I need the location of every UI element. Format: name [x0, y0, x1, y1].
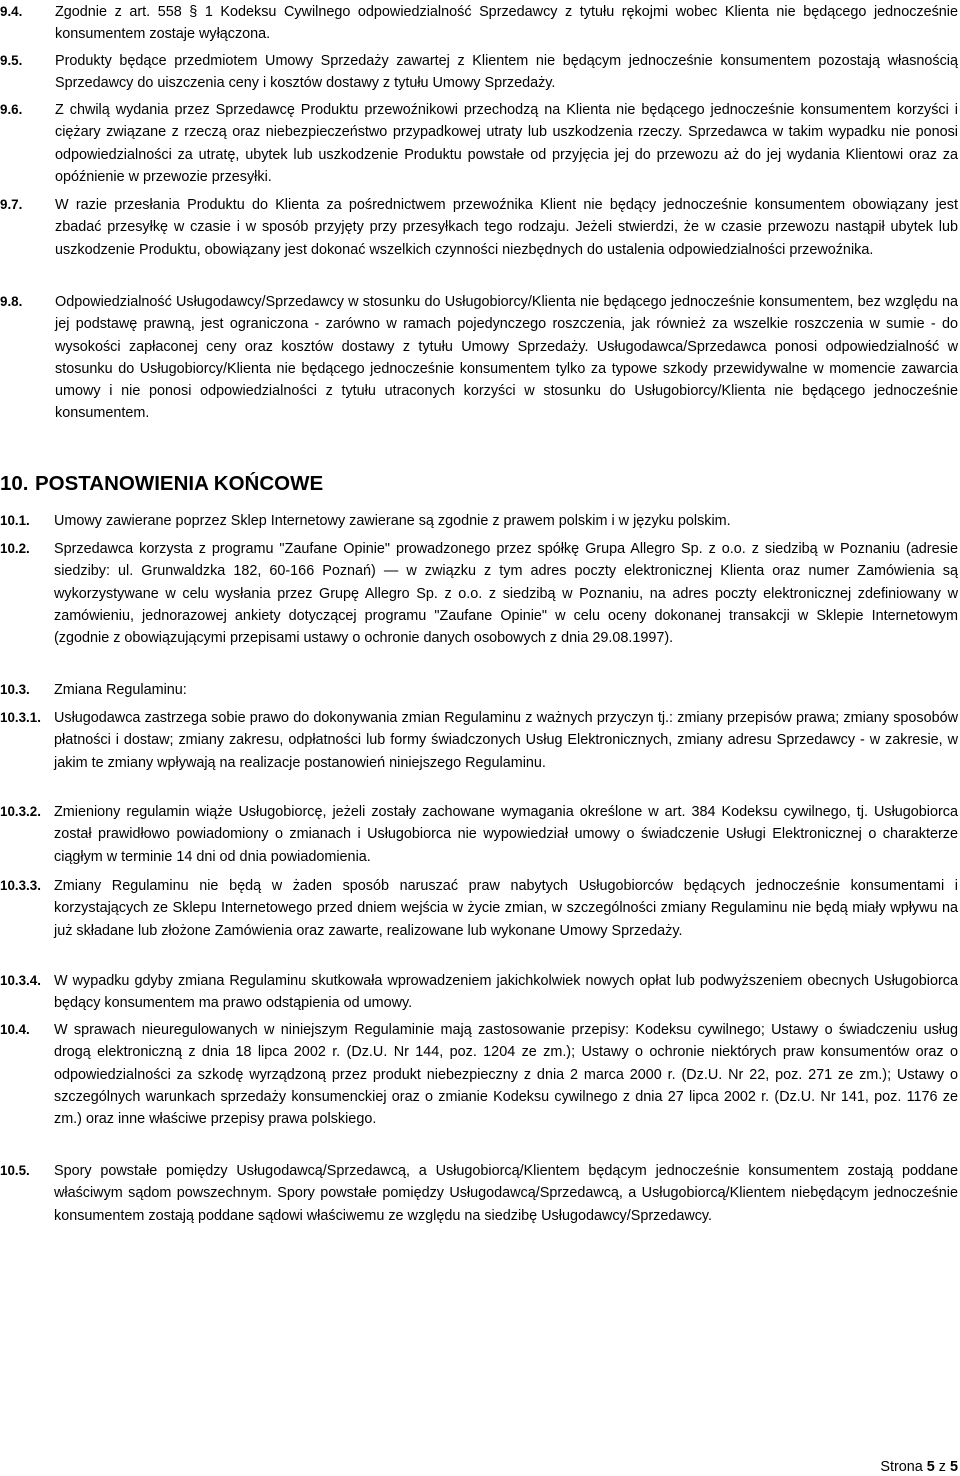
clause-number: 10.3. [0, 682, 30, 697]
clause-number: 9.4. [0, 4, 23, 19]
clause-text: Umowy zawierane poprzez Sklep Internetowy zawierane są zgodnie z prawem polskim i w języku polskim. [54, 513, 731, 529]
clause-text: Zmiany Regulaminu nie będą w żaden sposób naruszać praw nabytych Usługobiorców będących jednocześnie konsumentami i korzystających ze Sklepu Internetowego przed dniem wejścia w życie zmian, w szczególności zmiany Regulaminu nie będą miały wpływu na już składane lub złożone Zamówienia oraz zawarte, realizowane lub wykonane Umowy Sprzedaży. [54, 878, 958, 939]
section-heading [0, 471, 323, 497]
section-title: POSTANOWIENIA KOŃCOWE [35, 472, 324, 495]
footer-of: z [938, 1459, 946, 1475]
clause-number: 9.6. [0, 102, 23, 117]
section-number: 10. [0, 472, 29, 495]
clause-text: Spory powstałe pomiędzy Usługodawcą/Sprzedawcą, a Usługobiorcą/Klientem będącym jednocześnie konsumentem zostają poddane właściwym sądom powszechnym. Spory powstałe pomiędzy Usługodawcą/Sprzedawcą, a Usługobiorcą/Klientem niebędącym jednocześnie konsumentem zostają poddane sądowi właściwemu ze względu na siedzibę Usługodawcy/Sprzedawcy. [54, 1163, 958, 1224]
page-footer [880, 1458, 958, 1476]
clause-text: Produkty będące przedmiotem Umowy Sprzedaży zawartej z Klientem nie będącym jednocześnie konsumentem pozostają własnością Sprzedawcy do uiszczenia ceny i kosztów dostawy z tytułu Umowy Sprzedaży. [55, 53, 958, 92]
clause-text: Zmieniony regulamin wiąże Usługobiorcę, jeżeli zostały zachowane wymagania określone w art. 384 Kodeksu cywilnego, tj. Usługobiorca został prawidłowo powiadomiony o zmianach i Usługobiorca nie wypowiedział umowy o świadczenie Usługi Elektronicznej o charakterze ciągłym w terminie 14 dni od dnia powiadomienia. [54, 804, 958, 865]
clause-number: 9.5. [0, 53, 23, 68]
clause-number: 10.2. [0, 541, 30, 556]
clause-text: Zgodnie z art. 558 § 1 Kodeksu Cywilnego odpowiedzialność Sprzedawcy z tytułu rękojmi wobec Klienta nie będącego jednocześnie konsumentem zostaje wyłączona. [55, 4, 958, 43]
footer-label: Strona [880, 1459, 923, 1475]
clause-text: W sprawach nieuregulowanych w niniejszym Regulaminie mają zastosowanie przepisy: Kodeksu cywilnego; Ustawy o świadczeniu usług drogą elektroniczną z dnia 18 lipca 2002 r. (Dz.U. Nr 144, poz. 1204 ze zm.); Ustawy o ochronie niektórych praw konsumentów oraz o odpowiedzialności za szkodę wyrządzoną przez produkt niebezpieczny z dnia 2 marca 2000 r. (Dz.U. Nr 22, poz. 271 ze zm.); Ustawy o szczególnych warunkach sprzedaży konsumenckiej oraz o zmianie Kodeksu cywilnego z dnia 27 lipca 2002 r. (Dz.U. Nr 141, poz. 1176 ze zm.) oraz inne właściwe przepisy prawa polskiego. [54, 1022, 958, 1128]
clause-number: 10.4. [0, 1022, 30, 1037]
clause-number: 10.1. [0, 513, 30, 528]
clause-text: Sprzedawca korzysta z programu "Zaufane Opinie" prowadzonego przez spółkę Grupa Allegro Sp. z o.o. z siedzibą w Poznaniu (adresie siedziby: ul. Grunwaldzka 182, 60-166 Poznań) — w związku z tym adres poczty elektronicznej Klienta oraz numer Zamówienia są wykorzystywane w celu wysłania przez Grupę Allegro Sp. z o.o. z siedzibą w Poznaniu, na adres poczty elektronicznej zdefiniowany w zamówieniu, jednorazowej ankiety dotyczącej programu "Zaufane Opinie" w celu oceny dokonanej transakcji w Sklepie Internetowym (zgodnie z obowiązującymi przepisami ustawy o ochronie danych osobowych z dnia 29.08.1997). [54, 541, 958, 647]
clause-number: 10.3.4. [0, 973, 41, 988]
clause-number: 9.8. [0, 294, 23, 309]
clause-text: Zmiana Regulaminu: [54, 682, 187, 698]
footer-page-number: 5 [926, 1459, 935, 1475]
clause-text: Odpowiedzialność Usługodawcy/Sprzedawcy w stosunku do Usługobiorcy/Klienta nie będącego jednocześnie konsumentem, bez względu na jej podstawę prawną, jest ograniczona - zarówno w ramach pojedynczego roszczenia, jak również za wszelkie roszczenia w sumie - do wysokości zapłaconej ceny oraz kosztów dostawy z tytułu Umowy Sprzedaży. Usługodawca/Sprzedawca ponosi odpowiedzialność w stosunku do Usługobiorcy/Klienta nie będącego jednocześnie konsumentem tylko za typowe szkody przewidywalne w momencie zawarcia umowy i nie ponosi odpowiedzialności z tytułu utraconych korzyści w stosunku do Usługobiorcy/Klienta nie będącego jednocześnie konsumentem. [55, 294, 958, 422]
clause-number: 10.3.1. [0, 710, 41, 725]
clause-text: Z chwilą wydania przez Sprzedawcę Produktu przewoźnikowi przechodzą na Klienta nie będącego jednocześnie konsumentem korzyści i ciężary związane z rzeczą oraz niebezpieczeństwo przypadkowej utraty lub uszkodzenia rzeczy. Sprzedawca w takim wypadku nie ponosi odpowiedzialności za utratę, ubytek lub uszkodzenie Produktu powstałe od przyjęcia jej do przewozu aż do jej wydania Klientowi oraz za opóźnienie w przewozie przesyłki. [55, 102, 958, 185]
clause-text: W razie przesłania Produktu do Klienta za pośrednictwem przewoźnika Klient nie będący jednocześnie konsumentem obowiązany jest zbadać przesyłkę w czasie i w sposób przyjęty przy przesyłkach tego rodzaju. Jeżeli stwierdzi, że w czasie przewozu nastąpił ubytek lub uszkodzenie Produktu, obowiązany jest dokonać wszelkich czynności niezbędnych do ustalenia odpowiedzialności przewoźnika. [55, 197, 958, 258]
footer-total-pages: 5 [949, 1459, 958, 1475]
clause-number: 9.7. [0, 197, 23, 212]
clause-text: W wypadku gdyby zmiana Regulaminu skutkowała wprowadzeniem jakichkolwiek nowych opłat lub podwyższeniem obecnych Usługobiorca będący konsumentem ma prawo odstąpienia od umowy. [54, 973, 958, 1012]
clause-number: 10.5. [0, 1163, 30, 1178]
clause-text: Usługodawca zastrzega sobie prawo do dokonywania zmian Regulaminu z ważnych przyczyn tj.: zmiany przepisów prawa; zmiany sposobów płatności i dostaw; zmiany zakresu, odpłatności lub formy świadczonych Usług Elektronicznych, zmiany adresu Sprzedawcy - w zakresie, w jakim te zmiany wpływają na realizacje postanowień niniejszego Regulaminu. [54, 710, 958, 771]
clause-number: 10.3.3. [0, 878, 41, 893]
clause-number: 10.3.2. [0, 804, 41, 819]
